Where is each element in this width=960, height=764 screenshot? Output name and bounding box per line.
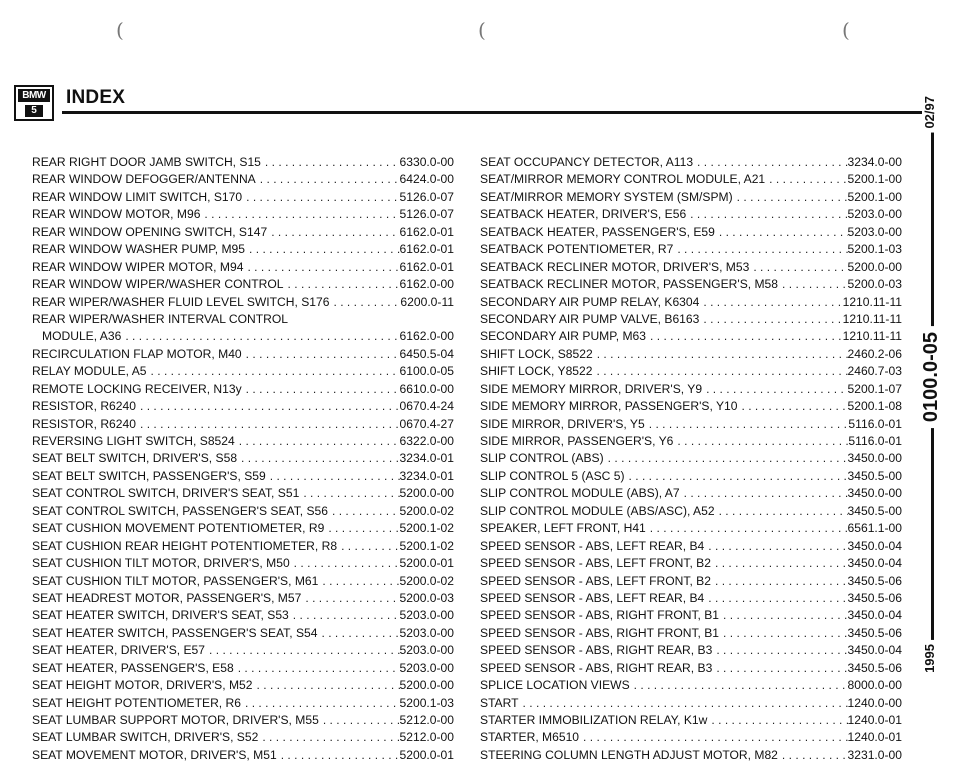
entry-component-name: SEAT OCCUPANCY DETECTOR, A113 [480,155,694,169]
punch-mark: ( [478,18,486,42]
entry-page-reference: 5200.0-02 [399,503,454,518]
header-rule [62,111,922,114]
entry-page-reference: 5203.0-00 [399,660,454,675]
leader-dots [719,625,847,642]
index-entry [480,677,902,694]
index-entry [32,677,454,694]
index-entry [32,189,454,206]
index-entry [32,328,454,345]
entry-page-reference: 3450.5-06 [847,590,902,605]
entry-page-reference: 3234.0-00 [847,155,902,169]
entry-component-name: RECIRCULATION FLAP MOTOR, M40 [32,346,242,361]
entry-component-name: SEAT HEATER, DRIVER'S, E57 [32,643,206,658]
entry-page-reference: 5212.0-00 [399,713,454,727]
index-entry [480,747,902,764]
entry-component-name: SEAT LUMBAR SWITCH, DRIVER'S, S52 [32,730,259,745]
leader-dots [604,450,848,467]
entry-component-name: SEAT BELT SWITCH, DRIVER'S, S58 [32,451,238,466]
leader-dots [693,154,847,171]
leader-dots [749,259,847,276]
leader-dots [256,171,400,188]
index-entry [32,520,454,537]
entry-component-name: SIDE MEMORY MIRROR, DRIVER'S, Y9 [480,381,703,396]
entry-page-reference: 5203.0-00 [399,608,454,623]
leader-dots [337,538,399,555]
index-column-right [480,154,902,764]
punch-mark: ( [116,18,124,42]
entry-component-name: REAR WINDOW OPENING SWITCH, S147 [32,224,268,239]
bmw-5-series-logo [14,85,54,121]
index-entry [480,189,902,206]
leader-dots [737,398,847,415]
leader-dots [579,729,847,746]
entry-page-reference: 6162.0-01 [399,224,454,239]
entry-component-name: REAR RIGHT DOOR JAMB SWITCH, S15 [32,155,261,169]
leader-dots [630,677,848,694]
entry-page-reference: 5200.1-00 [847,189,902,204]
entry-component-name: REAR WINDOW DEFOGGER/ANTENNA [32,172,256,187]
entry-page-reference: 1210.11-11 [842,329,902,344]
index-entry [32,747,454,764]
entry-component-name: SPEAKER, LEFT FRONT, H41 [480,521,646,536]
leader-dots [284,276,400,293]
entry-component-name: REAR WINDOW WIPER/WASHER CONTROL [32,277,284,292]
index-entry [480,642,902,659]
entry-page-reference: 3450.0-04 [847,643,902,658]
entry-component-name: REAR WINDOW MOTOR, M96 [32,207,201,222]
page-number: 0100.0-05 [920,326,943,428]
leader-dots [301,590,399,607]
index-entry [480,381,902,398]
index-entry [480,503,902,520]
entry-component-name: SPLICE LOCATION VIEWS [480,678,630,693]
entry-page-reference: 5116.0-01 [848,434,902,448]
index-entry [480,259,902,276]
index-entry [32,346,454,363]
leader-dots [593,346,848,363]
entry-component-name: REAR WIPER/WASHER FLUID LEVEL SWITCH, S176 [32,294,330,309]
leader-dots [299,485,399,502]
entry-component-name: RESISTOR, R6240 [32,399,136,414]
entry-component-name: SEAT MOVEMENT MOTOR, DRIVER'S, M51 [32,747,277,762]
entry-page-reference: 3231.0-00 [847,747,902,762]
index-entry [480,241,902,258]
leader-dots [147,363,400,380]
leader-dots [289,607,400,624]
entry-component-name: SEAT LUMBAR SUPPORT MOTOR, DRIVER'S, M55 [32,713,319,727]
entry-component-name: SEAT/MIRROR MEMORY SYSTEM (SM/SPM) [480,189,733,204]
entry-component-name: SPEED SENSOR - ABS, LEFT REAR, B4 [480,538,705,553]
entry-component-name: RELAY MODULE, A5 [32,364,147,379]
entry-page-reference: 2460.7-03 [847,364,902,379]
index-entry [32,625,454,642]
leader-dots [673,241,847,258]
entry-page-reference: 3450.5-06 [847,573,902,588]
leader-dots [200,206,399,223]
model-year: 1995 [922,640,937,677]
index-entry [480,328,902,345]
entry-component-name: SEATBACK HEATER, DRIVER'S, E56 [480,207,687,222]
entry-page-reference: 5126.0-07 [399,189,454,204]
entry-component-name: SEATBACK RECLINER MOTOR, DRIVER'S, M53 [480,259,750,274]
index-entry [32,538,454,555]
index-entry [480,712,902,729]
index-entry [480,311,902,328]
index-entry [32,468,454,485]
index-entry [32,573,454,590]
entry-component-name: SEAT HEADREST MOTOR, PASSENGER'S, M57 [32,590,302,605]
entry-component-name: SHIFT LOCK, S8522 [480,346,593,361]
index-entry [480,485,902,502]
index-entry [480,660,902,677]
entry-component-name: SEAT HEATER, PASSENGER'S, E58 [32,660,234,675]
page-title: INDEX [66,87,126,108]
leader-dots [234,660,400,677]
leader-dots [205,642,400,659]
index-entry [480,206,902,223]
index-entry [480,171,902,188]
leader-dots [592,363,847,380]
leader-dots [711,555,848,572]
index-entry [480,590,902,607]
leader-dots [324,520,399,537]
leader-dots [258,729,399,746]
leader-dots [680,485,848,502]
entry-component-name: SEAT HEATER SWITCH, PASSENGER'S SEAT, S54 [32,625,318,640]
leader-dots [645,416,849,433]
index-entry [32,381,454,398]
entry-page-reference: 3450.5-00 [847,503,902,518]
entry-page-reference: 5200.1-00 [847,172,902,187]
index-entry [480,398,902,415]
index-entry [480,695,902,712]
entry-component-name: SLIP CONTROL MODULE (ABS), A7 [480,486,680,501]
leader-dots [765,171,847,188]
index-entry [32,642,454,659]
entry-component-name: SEAT HEATER SWITCH, DRIVER'S SEAT, S53 [32,608,289,623]
index-entry [480,294,902,311]
entry-page-reference: 6322.0-00 [399,434,454,448]
entry-page-reference: 2460.2-06 [847,346,902,361]
leader-dots [235,433,400,450]
entry-component-name: SEATBACK POTENTIOMETER, R7 [480,242,674,257]
entry-page-reference: 3450.5-06 [847,625,902,640]
index-entry [480,276,902,293]
index-entry [480,363,902,380]
entry-component-name: STEERING COLUMN LENGTH ADJUST MOTOR, M82 [480,747,778,762]
leader-dots [329,294,400,311]
entry-component-name: START [480,695,519,710]
leader-dots [328,503,400,520]
entry-page-reference: 0670.4-24 [399,399,454,414]
leader-dots [646,328,843,345]
index-entry [32,259,454,276]
entry-page-reference: 5200.0-00 [399,486,454,501]
index-entry [32,695,454,712]
entry-page-reference: 1240.0-00 [847,695,902,710]
entry-component-name: SPEED SENSOR - ABS, RIGHT FRONT, B1 [480,625,720,640]
leader-dots [699,294,842,311]
leader-dots [519,695,848,712]
index-entry [32,154,454,171]
index-entry [32,485,454,502]
index-entry [32,276,454,293]
entry-page-reference: 5200.1-02 [399,521,454,536]
entry-page-reference: 5200.0-03 [847,277,902,292]
entry-page-reference: 5212.0-00 [399,730,454,745]
leader-dots [261,154,400,171]
entry-component-name: SLIP CONTROL 5 (ASC 5) [480,468,625,483]
entry-page-reference: 3450.0-00 [847,451,902,466]
leader-dots [253,677,400,694]
entry-component-name: SEAT CUSHION TILT MOTOR, PASSENGER'S, M61 [32,573,319,588]
leader-dots [136,416,400,433]
entry-component-name: SEATBACK HEATER, PASSENGER'S, E59 [480,224,715,239]
entry-component-name: SPEED SENSOR - ABS, RIGHT REAR, B3 [480,660,713,675]
leader-dots [778,747,848,764]
entry-page-reference: 5200.0-00 [399,678,454,693]
leader-dots [242,189,399,206]
leader-dots [778,276,848,293]
entry-component-name: SPEED SENSOR - ABS, LEFT REAR, B4 [480,590,705,605]
leader-dots [242,381,400,398]
leader-dots [317,625,399,642]
entry-page-reference: 1210.11-11 [842,294,902,309]
entry-page-reference: 3450.0-04 [847,538,902,553]
leader-dots [707,712,847,729]
entry-component-name: SPEED SENSOR - ABS, LEFT FRONT, B2 [480,556,711,571]
entry-component-name: SEAT CONTROL SWITCH, PASSENGER'S SEAT, S56 [32,503,328,518]
leader-dots [290,555,400,572]
entry-component-name: SECONDARY AIR PUMP, M63 [480,329,647,344]
leader-dots [715,224,848,241]
entry-page-reference: 5116.0-01 [848,416,902,431]
entry-component-name: SHIFT LOCK, Y8522 [480,364,593,379]
entry-component-name: SEAT HEIGHT POTENTIOMETER, R6 [32,695,241,710]
entry-page-reference: 6561.1-00 [847,521,902,536]
entry-page-reference: 0670.4-27 [399,416,454,431]
entry-page-reference: 5200.1-03 [399,695,454,710]
index-entry [32,729,454,746]
entry-page-reference: 3234.0-01 [399,468,454,483]
entry-page-reference: 6610.0-00 [399,381,454,396]
entry-page-reference: 3450.0-00 [847,486,902,501]
entry-component-name: SLIP CONTROL MODULE (ABS/ASC), A52 [480,503,715,518]
entry-page-reference: 5200.0-00 [847,259,902,274]
index-entry [480,625,902,642]
entry-page-reference: 5200.1-08 [847,399,902,414]
entry-component-name: SEAT BELT SWITCH, PASSENGER'S, S59 [32,468,266,483]
entry-page-reference: 3450.0-04 [847,608,902,623]
entry-page-reference: 5203.0-00 [399,643,454,658]
index-entry [32,294,454,311]
punch-mark: ( [842,18,850,42]
entry-page-reference: 3234.0-01 [399,451,454,466]
index-entry [480,729,902,746]
leader-dots [712,642,847,659]
entry-page-reference: 5126.0-07 [399,207,454,222]
entry-page-reference: 6162.0-00 [399,329,454,344]
index-entry [32,206,454,223]
entry-page-reference: 5200.0-01 [399,556,454,571]
index-entry [32,241,454,258]
leader-dots [646,520,848,537]
entry-component-name: REAR WINDOW WASHER PUMP, M95 [32,242,246,257]
entry-component-name: SLIP CONTROL (ABS) [480,451,604,466]
leader-dots [318,573,399,590]
leader-dots [277,747,400,764]
leader-dots [711,573,848,590]
entry-page-reference: 5200.0-01 [399,747,454,762]
entry-component-name: SIDE MIRROR, PASSENGER'S, Y6 [480,434,674,448]
index-entry [480,433,902,450]
entry-component-name: REAR WIPER/WASHER INTERVAL CONTROL [32,311,289,326]
index-entry [32,171,454,188]
index-entry [480,416,902,433]
entry-page-reference: 6162.0-01 [399,259,454,274]
index-entry [480,346,902,363]
entry-page-reference: 5200.0-03 [399,590,454,605]
leader-dots [245,241,400,258]
entry-page-reference: 5200.1-02 [399,538,454,553]
leader-dots [266,468,400,485]
index-entry [480,450,902,467]
entry-component-name: SECONDARY AIR PUMP VALVE, B6163 [480,311,700,326]
entry-page-reference: 3450.0-04 [847,556,902,571]
leader-dots [243,259,399,276]
leader-dots [242,346,400,363]
index-column-left [32,154,454,764]
entry-component-name: SEAT CUSHION REAR HEIGHT POTENTIOMETER, R8 [32,538,338,553]
entry-component-name: SEAT/MIRROR MEMORY CONTROL MODULE, A21 [480,172,766,187]
index-entry [32,433,454,450]
entry-page-reference: 5203.0-00 [847,207,902,222]
entry-page-reference: 6200.0-11 [400,294,454,309]
leader-dots [625,468,848,485]
leader-dots [237,450,399,467]
entry-component-name: SEAT CUSHION TILT MOTOR, DRIVER'S, M50 [32,556,290,571]
leader-dots [712,660,847,677]
entry-component-name: REMOTE LOCKING RECEIVER, N13y [32,381,242,396]
entry-component-name: SEAT HEIGHT MOTOR, DRIVER'S, M52 [32,678,253,693]
entry-page-reference: 1240.0-01 [847,730,902,745]
entry-page-reference: 8000.0-00 [847,678,902,693]
index-entry [32,224,454,241]
index-entry [32,712,454,729]
index-entry [480,154,902,171]
entry-page-reference: 3450.5-06 [847,660,902,675]
entry-page-reference: 5200.1-07 [847,381,902,396]
leader-dots [704,538,847,555]
entry-component-name: SPEED SENSOR - ABS, RIGHT REAR, B3 [480,643,713,658]
index-entry [32,660,454,677]
index-entry [32,416,454,433]
entry-component-name: RESISTOR, R6240 [32,416,136,431]
entry-page-reference: 3450.5-00 [847,468,902,483]
entry-component-name: SPEED SENSOR - ABS, RIGHT FRONT, B1 [480,608,720,623]
entry-component-name: STARTER, M6510 [480,730,580,745]
leader-dots [704,590,847,607]
leader-dots [241,695,400,712]
leader-dots [267,224,399,241]
logo-series-text: 5 [25,105,43,117]
index-entry [480,607,902,624]
entry-component-name: REAR WINDOW LIMIT SWITCH, S170 [32,189,243,204]
index-entry [480,555,902,572]
leader-dots [136,398,400,415]
index-entry [32,607,454,624]
entry-component-name: MODULE, A36 [42,329,122,344]
leader-dots [719,607,847,624]
entry-page-reference: 5203.0-00 [399,625,454,640]
entry-page-reference: 1210.11-11 [842,311,902,326]
index-entry [480,573,902,590]
entry-page-reference: 6162.0-00 [399,277,454,292]
entry-page-reference: 5203.0-00 [847,224,902,239]
entry-component-name: SEAT CONTROL SWITCH, DRIVER'S SEAT, S51 [32,486,300,501]
leader-dots [673,433,848,450]
leader-dots [699,311,842,328]
entry-component-name: SECONDARY AIR PUMP RELAY, K6304 [480,294,700,309]
index-entry [32,450,454,467]
entry-component-name: SIDE MEMORY MIRROR, PASSENGER'S, Y10 [480,399,738,414]
entry-component-name: SIDE MIRROR, DRIVER'S, Y5 [480,416,645,431]
entry-component-name: REAR WINDOW WIPER MOTOR, M94 [32,259,244,274]
index-entry [480,520,902,537]
entry-page-reference: 6162.0-01 [399,242,454,257]
entry-component-name: SEATBACK RECLINER MOTOR, PASSENGER'S, M58 [480,277,779,292]
index-entry [32,363,454,380]
index-entry [480,224,902,241]
entry-component-name: STARTER IMMOBILIZATION RELAY, K1w [480,713,708,727]
index-entry [32,590,454,607]
entry-page-reference: 5200.0-02 [399,573,454,588]
leader-dots [686,206,847,223]
revision-date: 02/97 [922,92,937,133]
leader-dots [121,328,399,345]
logo-brand-text: BMW [18,89,50,102]
entry-component-name: REVERSING LIGHT SWITCH, S8524 [32,434,235,448]
entry-page-reference: 6424.0-00 [399,172,454,187]
entry-page-reference: 1240.0-01 [847,713,902,727]
index-entry [480,468,902,485]
leader-dots [702,381,847,398]
index-entry [32,398,454,415]
entry-component-name: SEAT CUSHION MOVEMENT POTENTIOMETER, R9 [32,521,325,536]
entry-page-reference: 6450.5-04 [399,346,454,361]
leader-dots [715,503,848,520]
leader-dots [319,712,400,729]
index-entry [32,503,454,520]
entry-page-reference: 5200.1-03 [847,242,902,257]
entry-page-reference: 6330.0-00 [399,155,454,169]
leader-dots [733,189,848,206]
index-entry [480,538,902,555]
entry-page-reference: 6100.0-05 [399,364,454,379]
index-entry [32,555,454,572]
index-entry [32,311,454,328]
entry-component-name: SPEED SENSOR - ABS, LEFT FRONT, B2 [480,573,711,588]
